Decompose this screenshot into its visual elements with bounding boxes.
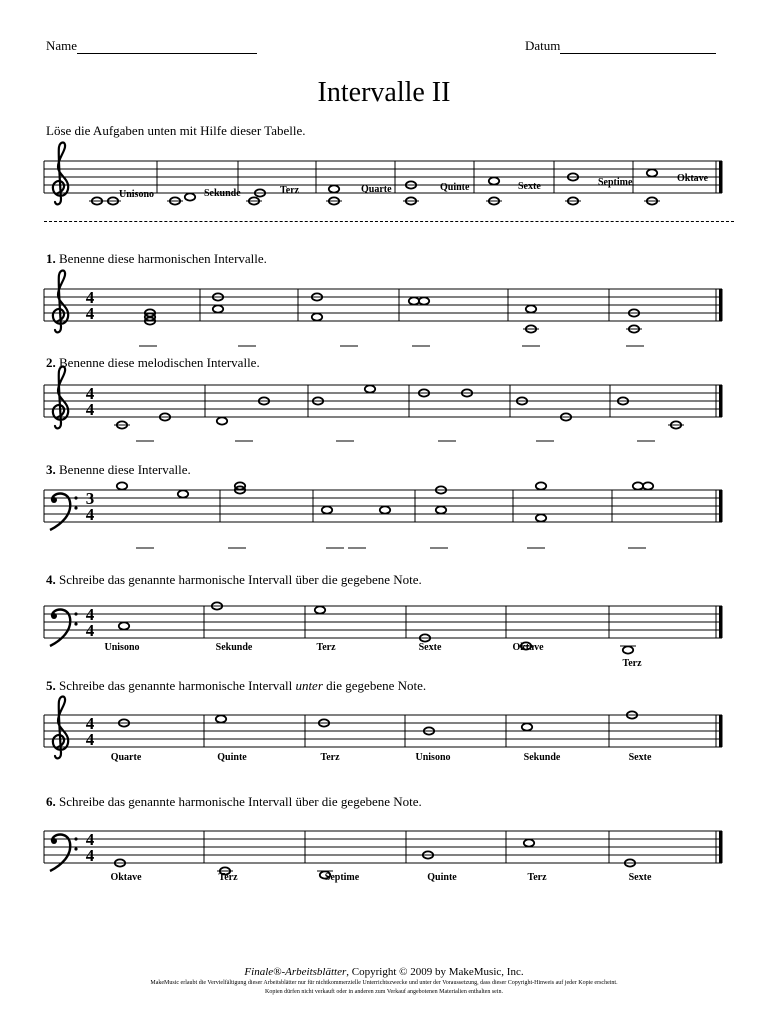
exercise-1-staff: [44, 271, 723, 333]
exercise-5-staff: [44, 697, 723, 759]
note: [409, 297, 419, 304]
interval-label: Quinte: [217, 752, 247, 763]
reference-interval-label: Quarte: [361, 184, 392, 195]
note: [119, 622, 129, 629]
note: [178, 490, 188, 497]
reference-interval-label: Septime: [598, 177, 633, 188]
time-signature-top: 4: [85, 605, 95, 624]
time-signature-top: 4: [85, 830, 95, 849]
treble-clef-icon: [53, 697, 68, 759]
time-signature-top: 3: [85, 489, 95, 508]
note: [213, 305, 223, 312]
treble-clef-icon: [53, 367, 68, 429]
reference-interval-label: Sekunde: [204, 188, 241, 199]
interval-label: Septime: [324, 872, 360, 883]
interval-label: Terz: [218, 872, 238, 883]
footer-copyright: Finale®-Arbeitsblätter, Copyright © 2009 by MakeMusic, Inc.: [244, 966, 524, 978]
reference-interval-label: Terz: [280, 185, 300, 196]
interval-label: Sexte: [628, 872, 652, 883]
exercise-2-staff: [44, 367, 723, 429]
time-signature-top: 4: [85, 714, 95, 733]
interval-label: Sexte: [418, 642, 442, 653]
note: [623, 646, 633, 653]
time-signature-bottom: 4: [85, 730, 95, 749]
interval-label: Terz: [316, 642, 336, 653]
time-signature-bottom: 4: [85, 400, 95, 419]
note: [522, 723, 532, 730]
note: [436, 506, 446, 513]
note: [365, 385, 375, 392]
reference-interval-label: Quinte: [440, 182, 470, 193]
interval-label: Sekunde: [523, 752, 561, 763]
interval-label: Terz: [320, 752, 340, 763]
interval-label: Sekunde: [215, 642, 253, 653]
interval-label: Sexte: [628, 752, 652, 763]
intro-text: Löse die Aufgaben unten mit Hilfe dieser Tabelle.: [46, 123, 306, 138]
name-label: Name: [46, 38, 78, 53]
footer-fineprint: MakeMusic erlaubt die Vervielfältigung dieser Arbeitsblätter nur für nichtkommerzielle Unterrichtszwecke und unter der Voraussetzung, dass dieser Copyright-Hinweis auf jeder Kopie erscheint.: [150, 980, 618, 986]
time-signature-bottom: 4: [85, 505, 95, 524]
exercise-4-instruction: 4. Schreibe das genannte harmonische Intervall über die gegebene Note.: [46, 572, 422, 587]
exercise-4-staff: [44, 602, 723, 653]
bass-clef-icon: [50, 610, 78, 647]
note: [536, 482, 546, 489]
note: [185, 193, 195, 200]
note: [633, 482, 643, 489]
exercise-1-instruction: 1. Benenne diese harmonischen Intervalle.: [46, 251, 267, 266]
time-signature-bottom: 4: [85, 304, 95, 323]
note: [526, 305, 536, 312]
exercise-2-instruction: 2. Benenne diese melodischen Intervalle.: [46, 355, 260, 370]
interval-label: Oktave: [512, 642, 544, 653]
reference-interval-label: Oktave: [677, 173, 709, 184]
note: [489, 177, 499, 184]
interval-label: Terz: [527, 872, 547, 883]
worksheet-title: Intervalle II: [317, 77, 451, 108]
note: [647, 169, 657, 176]
note: [322, 506, 332, 513]
interval-label: Oktave: [110, 872, 142, 883]
time-signature-bottom: 4: [85, 621, 95, 640]
note: [329, 185, 339, 192]
note: [217, 417, 227, 424]
bass-clef-icon: [50, 835, 78, 872]
interval-label: Quinte: [427, 872, 457, 883]
interval-label: Quarte: [110, 752, 142, 763]
interval-label: Terz: [622, 658, 642, 669]
interval-label: Unisono: [104, 642, 140, 653]
exercise-6-instruction: 6. Schreibe das genannte harmonische Intervall über die gegebene Note.: [46, 794, 422, 809]
note: [216, 715, 226, 722]
date-label: Datum: [525, 38, 561, 53]
note: [524, 839, 534, 846]
exercise-3-staff: [44, 482, 723, 530]
bass-clef-icon: [50, 494, 78, 531]
reference-interval-label: Unisono: [119, 189, 155, 200]
note: [536, 514, 546, 521]
exercise-5-instruction: 5. Schreibe das genannte harmonische Intervall unter die gegebene Note.: [46, 678, 427, 693]
treble-clef-icon: [53, 271, 68, 333]
time-signature-bottom: 4: [85, 846, 95, 865]
note: [643, 482, 653, 489]
note: [419, 297, 429, 304]
exercise-3-instruction: 3. Benenne diese Intervalle.: [46, 462, 191, 477]
reference-interval-label: Sexte: [518, 181, 541, 192]
interval-label: Unisono: [415, 752, 451, 763]
footer-fineprint-2: Kopien dürfen nicht verkauft oder in anderen zum Verkauf angebotenen Materialien enthalten sein.: [265, 989, 503, 995]
note: [117, 482, 127, 489]
exercise-6-staff: [44, 830, 723, 879]
note: [312, 313, 322, 320]
time-signature-top: 4: [85, 384, 95, 403]
note: [315, 606, 325, 613]
treble-clef-icon: [53, 143, 68, 205]
note: [380, 506, 390, 513]
time-signature-top: 4: [85, 288, 95, 307]
